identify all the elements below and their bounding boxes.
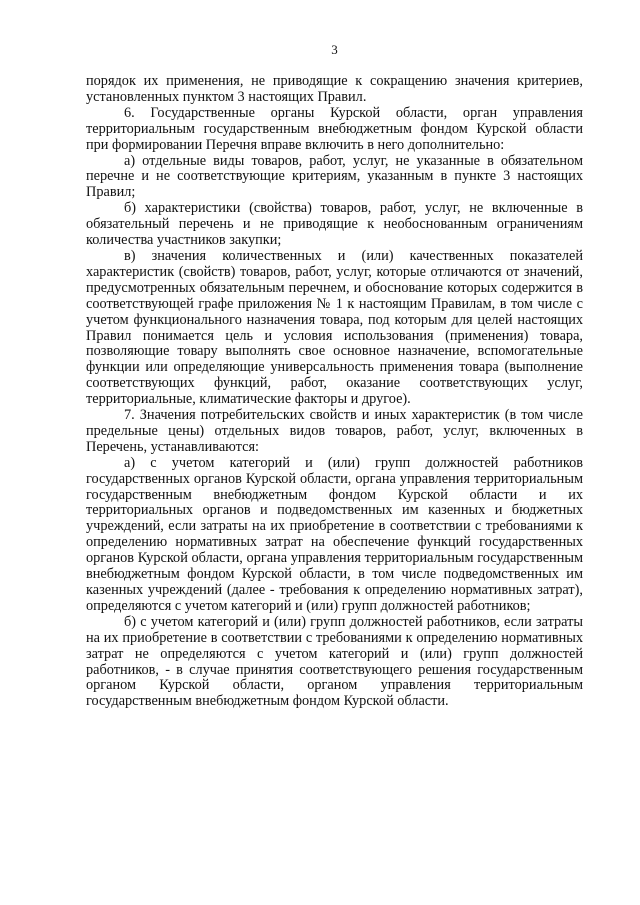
paragraph-item-7: 7. Значения потребительских свойств и иных характеристик (в том числе предельные цены) отдельных видов товаров, работ, услуг, включенных в Перечень, устанавливаются: <box>86 407 583 455</box>
paragraph-item-6b: б) характеристики (свойства) товаров, работ, услуг, не включенные в обязательный перечень и не приводящие к необоснованным ограничениям количества участников закупки; <box>86 200 583 249</box>
paragraph-item-6v: в) значения количественных и (или) качественных показателей характеристик (свойств) товаров, работ, услуг, которые отличаются от значений, предусмотренных обязательным перечнем, и обоснование которых содержится в соответствующей графе приложения № 1 к настоящим Правилам, в том числе с учетом функционального назначения товара, под которым для целей настоящих Правил понимается цель и условия использования (применения) товара, позволяющие товару выполнять свое основное назначение, вспомогательные функции или определяющие универсальность применения товара (выполнение соответствующих функций, работ, оказание соответствующих услуг, территориальные, климатические факторы и другое). <box>86 247 583 408</box>
page-number: 3 <box>331 42 338 57</box>
paragraph-item-6: 6. Государственные органы Курской области, орган управления территориальным государственным внебюджетным фондом Курской области при формировании Перечня вправе включить в него дополнительно: <box>86 104 583 153</box>
paragraph-item-7a: а) с учетом категорий и (или) групп должностей работников государственных органов Курской области, органа управления территориальным государственным внебюджетным фондом Курской области и их территориальных органов и подведомственных им казенных и бюджетных учреждений, если затраты на их приобретение в соответствии с требованиями к определению нормативных затрат на обеспечение функций государственных органов Курской области, органа управления территориальным государственным внебюджетным фондом Курской области, в том числе подведомственных им казенных учреждений (далее - требования к определению нормативных затрат), определяются с учетом категорий и (или) групп должностей работников; <box>86 454 583 614</box>
paragraph-item-6a: а) отдельные виды товаров, работ, услуг, не указанные в обязательном перечне и не соответствующие критериям, указанным в пункте 3 настоящих Правил; <box>86 152 583 201</box>
paragraph-continuation: порядок их применения, не приводящие к сокращению значения критериев, установленных пунктом 3 настоящих Правил. <box>86 73 583 105</box>
paragraph-item-7b: б) с учетом категорий и (или) групп должностей работников, если затраты на их приобретение в соответствии с требованиями к определению нормативных затрат не определяются с учетом категорий и (или) групп должностей работников, - в случае принятия соответствующего решения государственным органом Курской области, органом управления территориальным государственным внебюджетным фондом Курской области. <box>86 613 583 710</box>
